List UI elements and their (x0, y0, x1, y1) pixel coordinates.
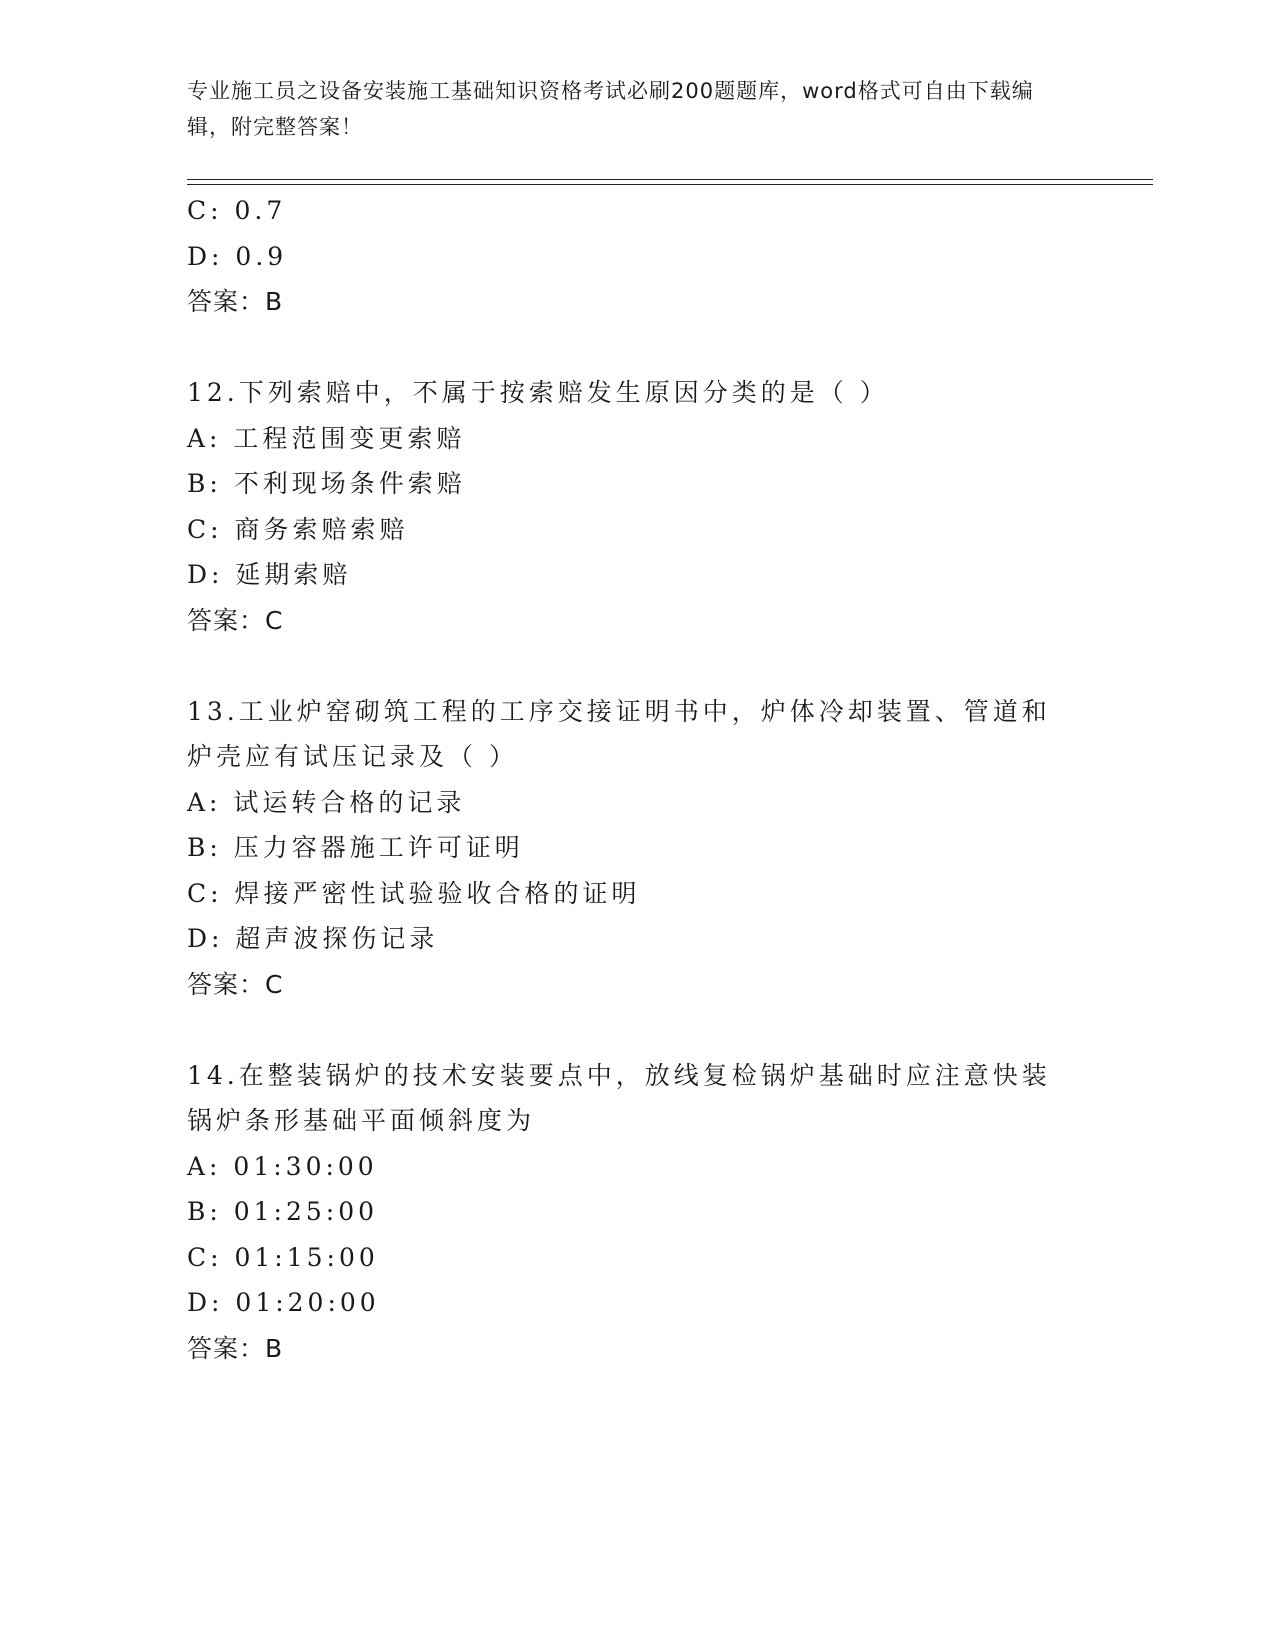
header-divider-top (187, 179, 1153, 180)
question-block-14 (187, 1053, 1087, 1372)
option-c: C: 商务索赔索赔 (187, 514, 409, 544)
answer-line: 答案：B (187, 1333, 284, 1363)
option-b: B: 不利现场条件索赔 (187, 469, 466, 498)
previous-question-tail (187, 188, 1087, 325)
option-d: D: 0.9 (187, 241, 288, 271)
answer-line: 答案：C (187, 969, 284, 999)
question-block-12 (187, 370, 1087, 643)
question-stem: 14.在整装锅炉的技术安装要点中，放线复检锅炉基础时应注意快装锅炉条形基础平面倾斜度为 (187, 1060, 1051, 1135)
document-header-title: 专业施工员之设备安装施工基础知识资格考试必刷200题题库，word格式可自由下载编辑，附完整答案！ (187, 79, 1034, 139)
option-a: A: 01:30:00 (187, 1151, 378, 1181)
option-d: D: 01:20:00 (187, 1288, 380, 1317)
option-a: A: 工程范围变更索赔 (187, 423, 466, 453)
option-c: C: 01:15:00 (187, 1242, 379, 1272)
question-stem: 12.下列索赔中，不属于按索赔发生原因分类的是（ ） (187, 378, 889, 407)
answer-line: 答案：B (187, 287, 284, 316)
document-body (187, 188, 1087, 1371)
option-c: C: 0.7 (187, 196, 287, 225)
spacer (187, 1007, 1087, 1053)
header-divider-bottom (187, 184, 1153, 185)
question-block-13 (187, 689, 1087, 1008)
spacer (187, 325, 1087, 371)
option-b: B: 压力容器施工许可证明 (187, 833, 524, 862)
spacer (187, 643, 1087, 689)
answer-line: 答案：C (187, 605, 284, 635)
option-d: D: 延期索赔 (187, 560, 352, 589)
option-d: D: 超声波探伤记录 (187, 924, 439, 953)
option-c: C: 焊接严密性试验验收合格的证明 (187, 878, 641, 908)
option-a: A: 试运转合格的记录 (187, 787, 466, 817)
option-b: B: 01:25:00 (187, 1197, 379, 1226)
question-stem: 13.工业炉窑砌筑工程的工序交接证明书中，炉体冷却装置、管道和炉壳应有试压记录及（ ） (187, 696, 1051, 771)
